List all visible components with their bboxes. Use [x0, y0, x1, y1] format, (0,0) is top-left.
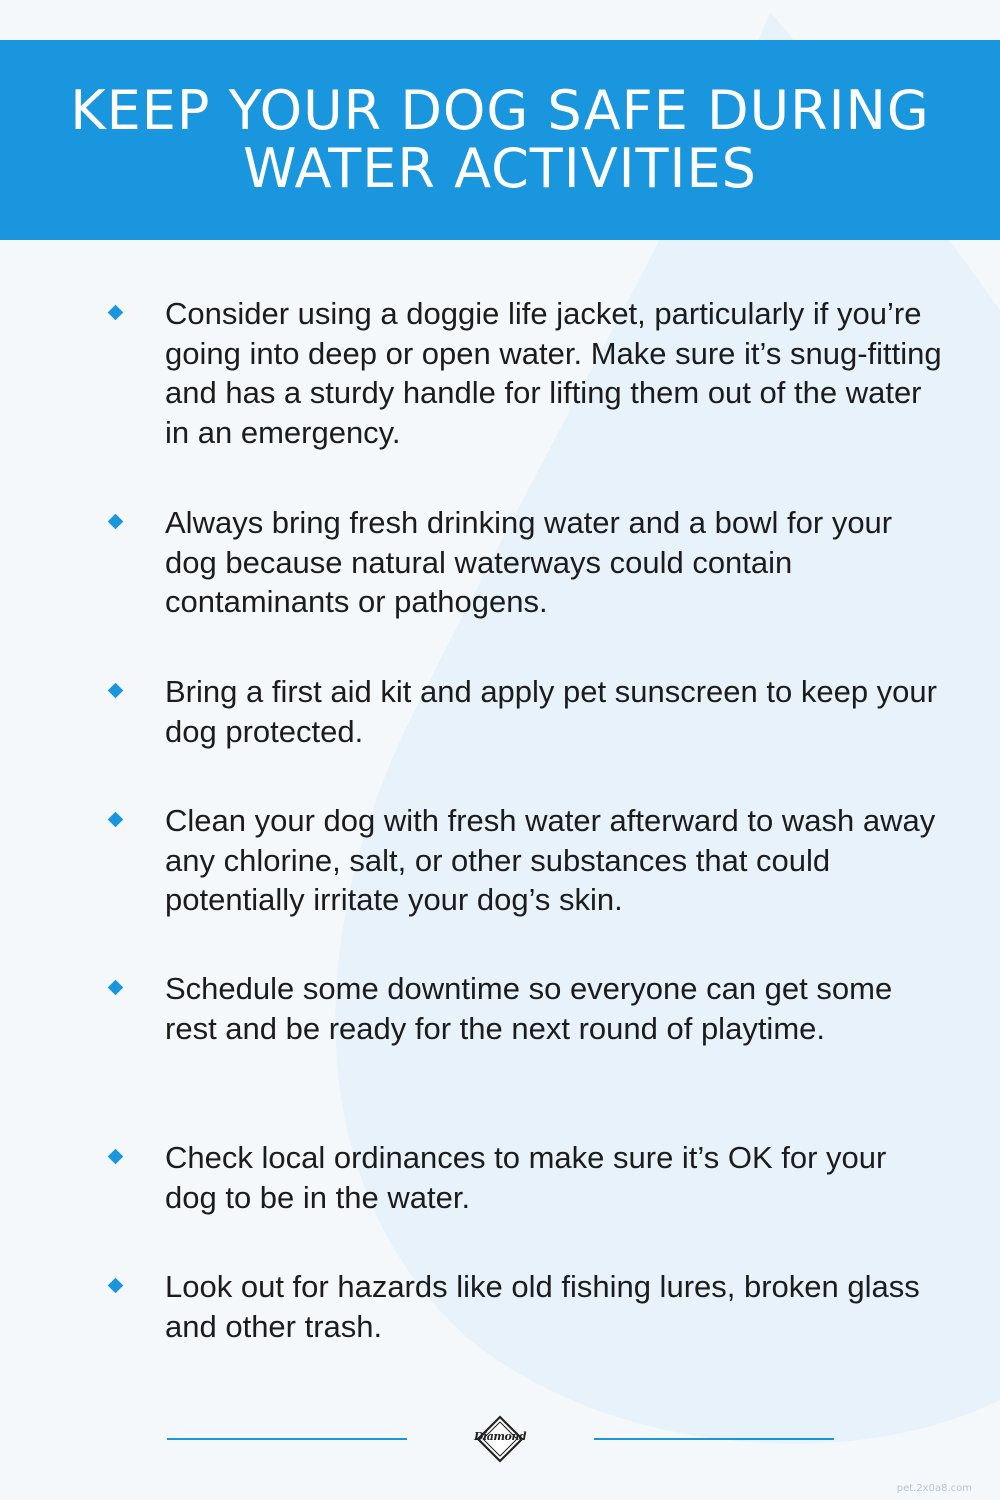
footer-divider-right [594, 1438, 834, 1440]
brand-logo [474, 1415, 526, 1463]
diamond-bullet-icon [108, 812, 124, 828]
diamond-bullet-icon [108, 980, 124, 996]
page-title: KEEP YOUR DOG SAFE DURING WATER ACTIVITIES [70, 79, 930, 200]
watermark: pet.2x0a8.com [896, 1483, 972, 1494]
tip-text: Clean your dog with fresh water afterward to wash away any chlorine, salt, or other substances that could potentially irritate your dog’s skin. [165, 803, 936, 917]
diamond-bullet-icon [108, 514, 124, 530]
tip-text: Bring a first aid kit and apply pet sunscreen to keep your dog protected. [165, 674, 937, 749]
tip-text: Consider using a doggie life jacket, particularly if you’re going into deep or open water. Make sure it’s snug-fitting and has a sturdy handle for lifting them out of the water in an emergency. [165, 296, 942, 450]
diamond-bullet-icon [108, 1149, 124, 1165]
footer-divider-left [167, 1438, 407, 1440]
logo-text: Diamond [474, 1430, 527, 1443]
diamond-bullet-icon [108, 305, 124, 321]
tip-text: Always bring fresh drinking water and a bowl for your dog because natural waterways could contain contaminants or pathogens. [165, 505, 893, 619]
diamond-bullet-icon [108, 1278, 124, 1294]
tip-text: Check local ordinances to make sure it’s OK for your dog to be in the water. [165, 1140, 887, 1215]
tip-text: Schedule some downtime so everyone can get some rest and be ready for the next round of playtime. [165, 971, 893, 1046]
diamond-bullet-icon [108, 683, 124, 699]
tip-text: Look out for hazards like old fishing lures, broken glass and other trash. [165, 1269, 920, 1344]
